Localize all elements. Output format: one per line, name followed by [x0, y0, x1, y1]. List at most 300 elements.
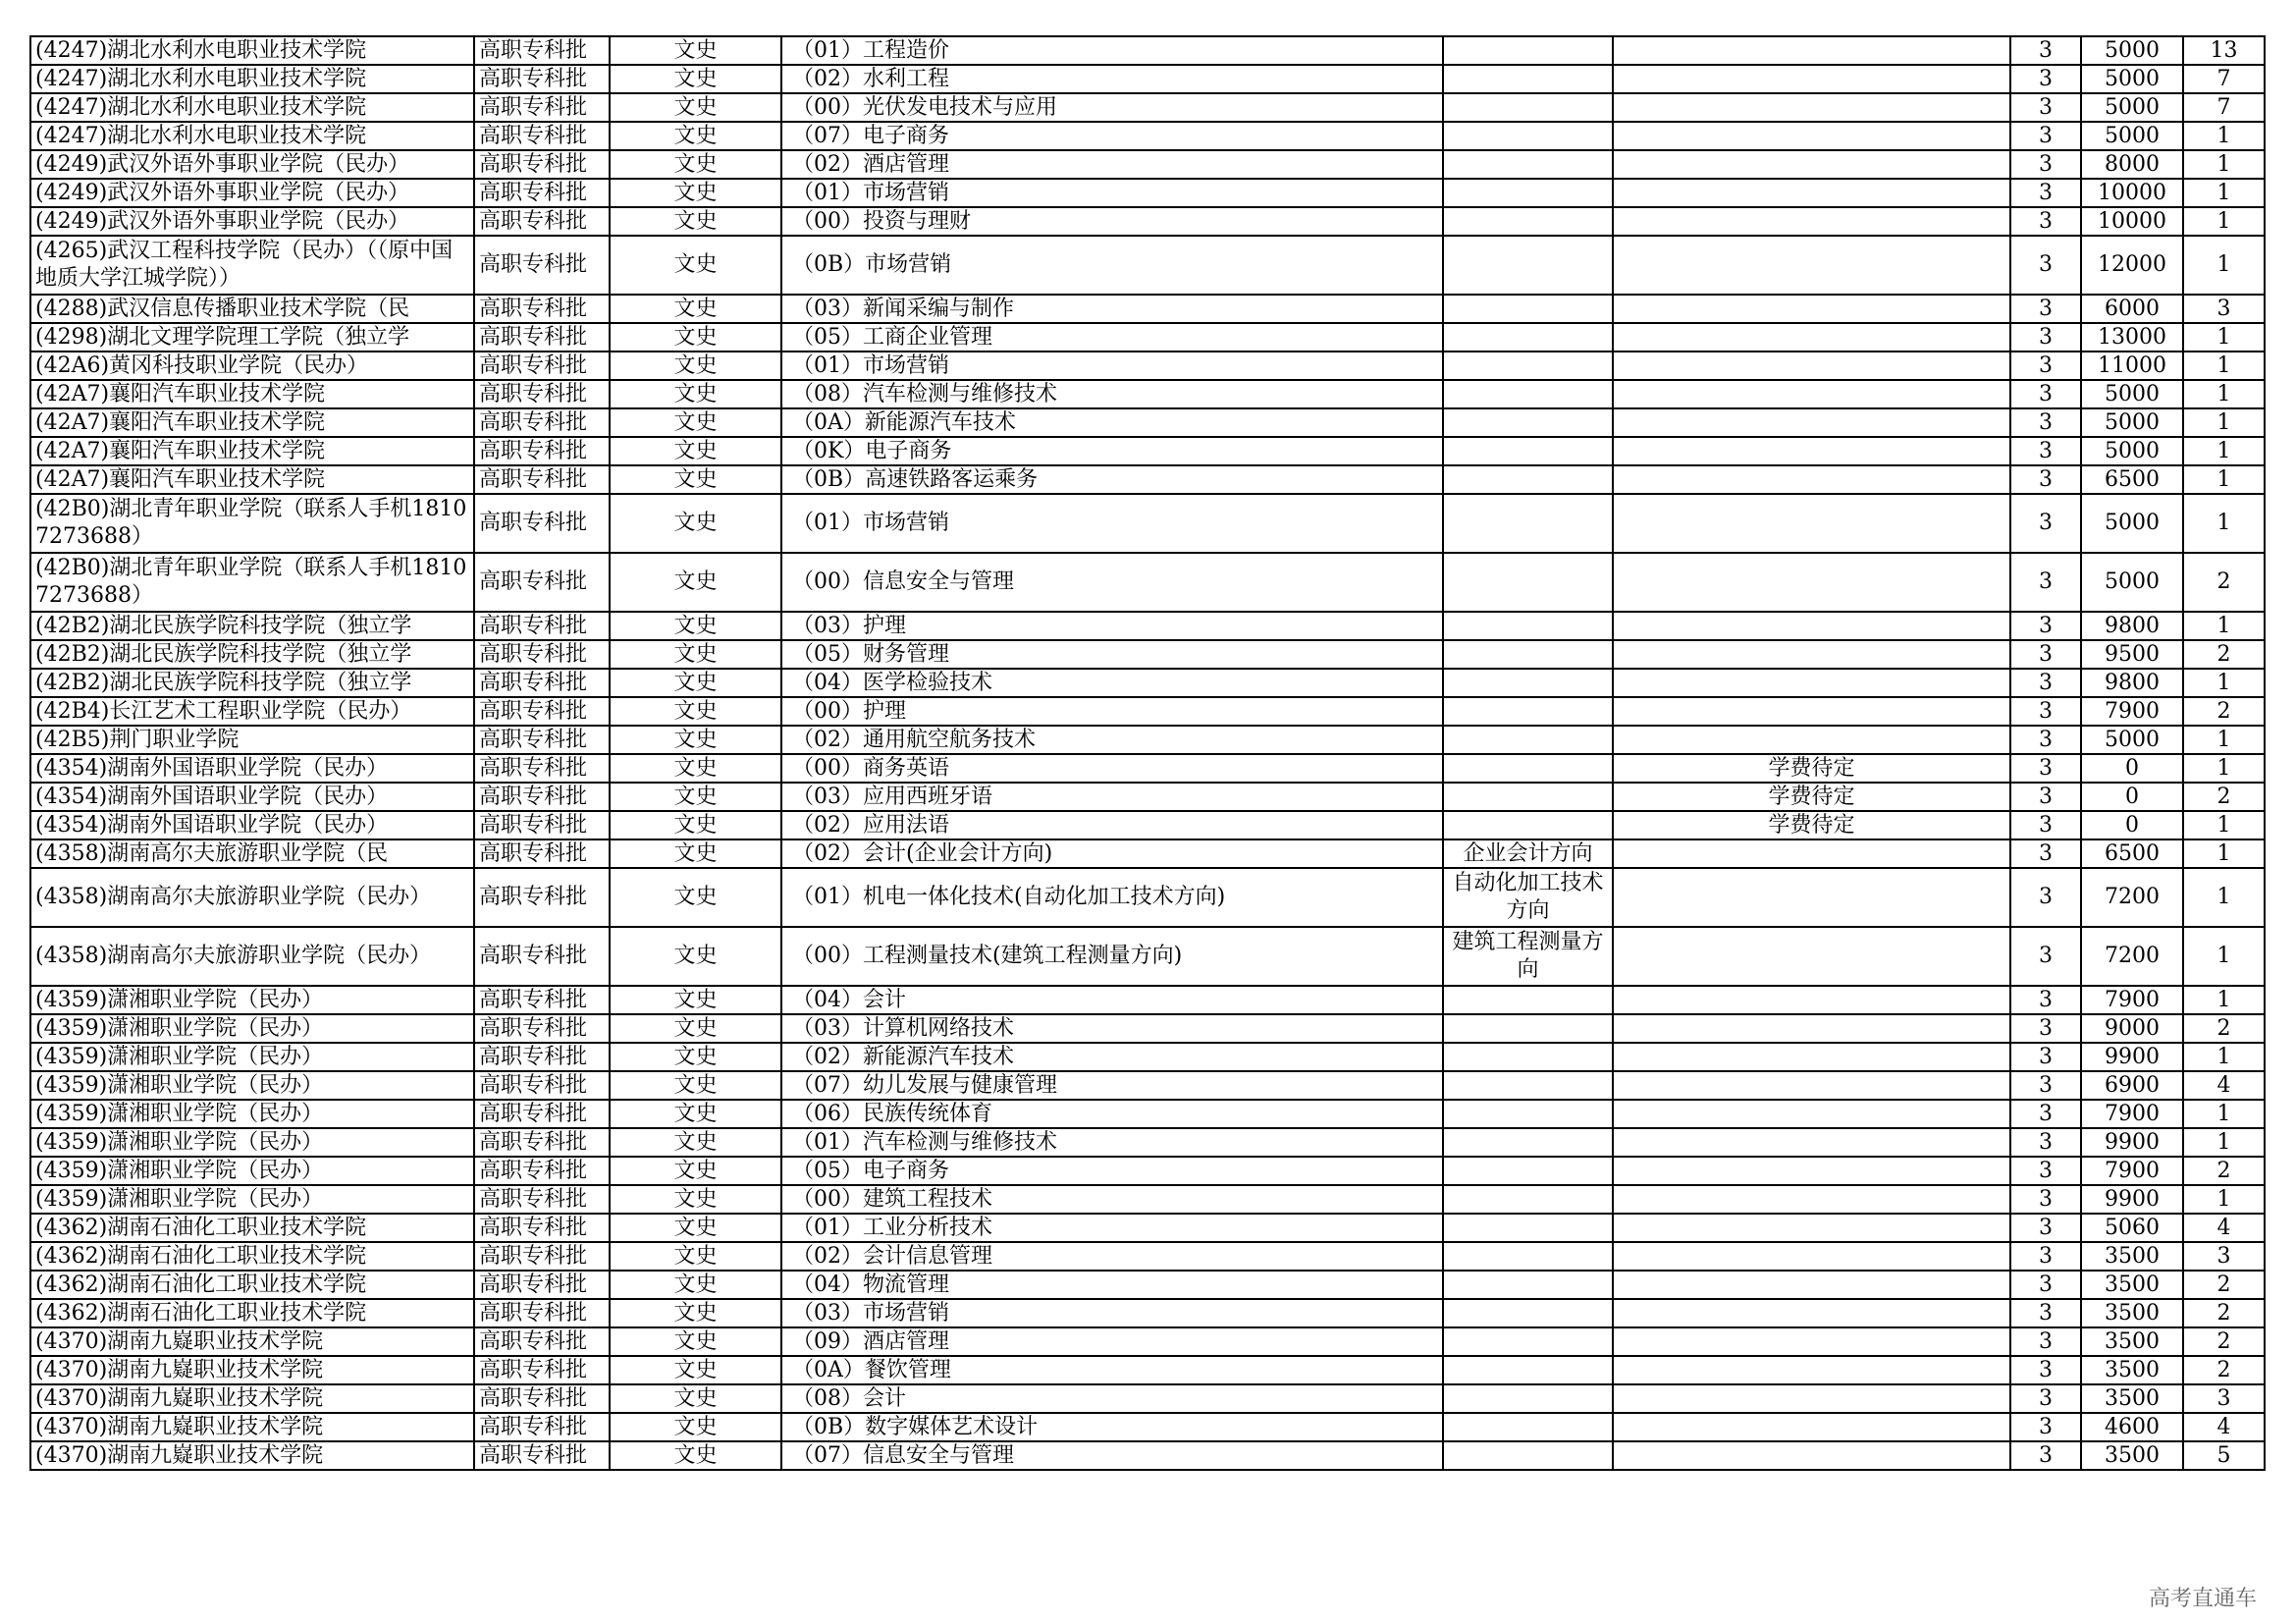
note-cell	[1613, 207, 2010, 236]
major-cell: （03）新闻采编与制作	[781, 295, 1443, 323]
batch-cell: 高职专科批	[474, 1128, 610, 1157]
years-cell: 3	[2010, 1356, 2081, 1384]
years-cell: 3	[2010, 1157, 2081, 1185]
subject-cell: 文史	[610, 1014, 781, 1043]
plan-count-cell: 1	[2183, 352, 2265, 380]
table-body	[30, 36, 2265, 1470]
tuition-fee-cell: 5000	[2081, 122, 2183, 150]
direction-cell	[1443, 1128, 1613, 1157]
school-name-cell: (42A7)襄阳汽车职业技术学院	[30, 465, 474, 494]
major-cell: （02）新能源汽车技术	[781, 1043, 1443, 1071]
batch-cell: 高职专科批	[474, 150, 610, 179]
major-cell: （01）市场营销	[781, 494, 1443, 553]
years-cell: 3	[2010, 380, 2081, 408]
years-cell: 3	[2010, 811, 2081, 839]
note-cell	[1613, 927, 2010, 986]
table-row	[30, 1271, 2265, 1299]
major-cell: （01）汽车检测与维修技术	[781, 1128, 1443, 1157]
direction-cell: 建筑工程测量方向	[1443, 927, 1613, 986]
tuition-fee-cell: 5000	[2081, 36, 2183, 65]
years-cell: 3	[2010, 1214, 2081, 1242]
batch-cell: 高职专科批	[474, 1242, 610, 1271]
direction-cell	[1443, 754, 1613, 783]
note-cell	[1613, 295, 2010, 323]
direction-cell: 企业会计方向	[1443, 839, 1613, 868]
note-cell	[1613, 1384, 2010, 1413]
batch-cell: 高职专科批	[474, 1384, 610, 1413]
school-name-cell: (4249)武汉外语外事职业学院（民办）	[30, 179, 474, 207]
tuition-fee-cell: 3500	[2081, 1384, 2183, 1413]
note-cell	[1613, 179, 2010, 207]
major-cell: （0A）餐饮管理	[781, 1356, 1443, 1384]
direction-cell	[1443, 1441, 1613, 1470]
plan-count-cell: 2	[2183, 1327, 2265, 1356]
direction-cell	[1443, 1014, 1613, 1043]
school-name-cell: (4265)武汉工程科技学院（民办）（（原中国地质大学江城学院））	[30, 236, 474, 295]
batch-cell: 高职专科批	[474, 437, 610, 465]
direction-cell	[1443, 669, 1613, 697]
school-name-cell: (4362)湖南石油化工职业技术学院	[30, 1299, 474, 1327]
plan-count-cell: 2	[2183, 640, 2265, 669]
school-name-cell: (4359)潇湘职业学院（民办）	[30, 1014, 474, 1043]
plan-count-cell: 2	[2183, 783, 2265, 811]
major-cell: （03）应用西班牙语	[781, 783, 1443, 811]
subject-cell: 文史	[610, 1185, 781, 1214]
years-cell: 3	[2010, 150, 2081, 179]
table-row	[30, 494, 2265, 553]
plan-count-cell: 4	[2183, 1413, 2265, 1441]
years-cell: 3	[2010, 1299, 2081, 1327]
plan-count-cell: 1	[2183, 1043, 2265, 1071]
school-name-cell: (4358)湖南高尔夫旅游职业学院（民	[30, 839, 474, 868]
tuition-fee-cell: 3500	[2081, 1441, 2183, 1470]
table-row	[30, 295, 2265, 323]
school-name-cell: (42B0)湖北青年职业学院（联系人手机18107273688）	[30, 553, 474, 612]
years-cell: 3	[2010, 1242, 2081, 1271]
direction-cell	[1443, 640, 1613, 669]
tuition-fee-cell: 11000	[2081, 352, 2183, 380]
school-name-cell: (4247)湖北水利水电职业技术学院	[30, 122, 474, 150]
tuition-fee-cell: 3500	[2081, 1242, 2183, 1271]
school-name-cell: (4370)湖南九嶷职业技术学院	[30, 1441, 474, 1470]
subject-cell: 文史	[610, 1384, 781, 1413]
batch-cell: 高职专科批	[474, 811, 610, 839]
batch-cell: 高职专科批	[474, 927, 610, 986]
plan-count-cell: 7	[2183, 65, 2265, 93]
table-row	[30, 1128, 2265, 1157]
tuition-fee-cell: 10000	[2081, 179, 2183, 207]
direction-cell	[1443, 612, 1613, 640]
tuition-fee-cell: 13000	[2081, 323, 2183, 352]
note-cell	[1613, 868, 2010, 927]
table-row	[30, 1384, 2265, 1413]
subject-cell: 文史	[610, 1128, 781, 1157]
major-cell: （00）工程测量技术(建筑工程测量方向)	[781, 927, 1443, 986]
major-cell: （04）会计	[781, 986, 1443, 1014]
years-cell: 3	[2010, 640, 2081, 669]
subject-cell: 文史	[610, 295, 781, 323]
direction-cell	[1443, 352, 1613, 380]
major-cell: （05）电子商务	[781, 1157, 1443, 1185]
note-cell	[1613, 669, 2010, 697]
table-row	[30, 986, 2265, 1014]
major-cell: （07）信息安全与管理	[781, 1441, 1443, 1470]
plan-count-cell: 2	[2183, 1356, 2265, 1384]
subject-cell: 文史	[610, 553, 781, 612]
tuition-fee-cell: 0	[2081, 783, 2183, 811]
subject-cell: 文史	[610, 1413, 781, 1441]
table-row	[30, 352, 2265, 380]
years-cell: 3	[2010, 494, 2081, 553]
plan-count-cell: 1	[2183, 839, 2265, 868]
batch-cell: 高职专科批	[474, 612, 610, 640]
school-name-cell: (4359)潇湘职业学院（民办）	[30, 1043, 474, 1071]
subject-cell: 文史	[610, 352, 781, 380]
years-cell: 3	[2010, 323, 2081, 352]
subject-cell: 文史	[610, 179, 781, 207]
direction-cell	[1443, 1100, 1613, 1128]
school-name-cell: (4359)潇湘职业学院（民办）	[30, 1100, 474, 1128]
tuition-fee-cell: 5000	[2081, 437, 2183, 465]
years-cell: 3	[2010, 65, 2081, 93]
school-name-cell: (4359)潇湘职业学院（民办）	[30, 1185, 474, 1214]
major-cell: （04）物流管理	[781, 1271, 1443, 1299]
subject-cell: 文史	[610, 986, 781, 1014]
major-cell: （04）医学检验技术	[781, 669, 1443, 697]
table-row	[30, 726, 2265, 754]
school-name-cell: (4358)湖南高尔夫旅游职业学院（民办）	[30, 868, 474, 927]
direction-cell	[1443, 1271, 1613, 1299]
batch-cell: 高职专科批	[474, 465, 610, 494]
tuition-fee-cell: 12000	[2081, 236, 2183, 295]
direction-cell	[1443, 1157, 1613, 1185]
note-cell	[1613, 1128, 2010, 1157]
tuition-fee-cell: 9800	[2081, 669, 2183, 697]
years-cell: 3	[2010, 465, 2081, 494]
batch-cell: 高职专科批	[474, 640, 610, 669]
school-name-cell: (4247)湖北水利水电职业技术学院	[30, 93, 474, 122]
table-row	[30, 65, 2265, 93]
direction-cell	[1443, 437, 1613, 465]
table-row	[30, 408, 2265, 437]
table-row	[30, 640, 2265, 669]
subject-cell: 文史	[610, 927, 781, 986]
batch-cell: 高职专科批	[474, 783, 610, 811]
note-cell	[1613, 839, 2010, 868]
plan-count-cell: 1	[2183, 1100, 2265, 1128]
table-row	[30, 754, 2265, 783]
subject-cell: 文史	[610, 465, 781, 494]
note-cell	[1613, 1071, 2010, 1100]
tuition-fee-cell: 5000	[2081, 380, 2183, 408]
direction-cell	[1443, 207, 1613, 236]
subject-cell: 文史	[610, 839, 781, 868]
school-name-cell: (4247)湖北水利水电职业技术学院	[30, 65, 474, 93]
table-row	[30, 553, 2265, 612]
batch-cell: 高职专科批	[474, 236, 610, 295]
watermark-text: 高考直通车	[2148, 1587, 2257, 1611]
table-row	[30, 783, 2265, 811]
subject-cell: 文史	[610, 612, 781, 640]
batch-cell: 高职专科批	[474, 1356, 610, 1384]
major-cell: （02）应用法语	[781, 811, 1443, 839]
school-name-cell: (4354)湖南外国语职业学院（民办）	[30, 811, 474, 839]
note-cell	[1613, 1185, 2010, 1214]
plan-count-cell: 1	[2183, 669, 2265, 697]
subject-cell: 文史	[610, 1299, 781, 1327]
subject-cell: 文史	[610, 783, 781, 811]
batch-cell: 高职专科批	[474, 352, 610, 380]
table-row	[30, 36, 2265, 65]
note-cell	[1613, 236, 2010, 295]
tuition-fee-cell: 3500	[2081, 1327, 2183, 1356]
years-cell: 3	[2010, 179, 2081, 207]
direction-cell: 自动化加工技术方向	[1443, 868, 1613, 927]
table-row	[30, 93, 2265, 122]
direction-cell	[1443, 1413, 1613, 1441]
years-cell: 3	[2010, 754, 2081, 783]
major-cell: （0A）新能源汽车技术	[781, 408, 1443, 437]
subject-cell: 文史	[610, 669, 781, 697]
note-cell	[1613, 1242, 2010, 1271]
subject-cell: 文史	[610, 811, 781, 839]
table-row	[30, 1014, 2265, 1043]
table-row	[30, 1413, 2265, 1441]
direction-cell	[1443, 408, 1613, 437]
years-cell: 3	[2010, 1100, 2081, 1128]
note-cell	[1613, 352, 2010, 380]
school-name-cell: (42B0)湖北青年职业学院（联系人手机18107273688）	[30, 494, 474, 553]
table-row	[30, 697, 2265, 726]
plan-count-cell: 5	[2183, 1441, 2265, 1470]
subject-cell: 文史	[610, 408, 781, 437]
batch-cell: 高职专科批	[474, 93, 610, 122]
plan-count-cell: 1	[2183, 1128, 2265, 1157]
note-cell	[1613, 494, 2010, 553]
school-name-cell: (42A7)襄阳汽车职业技术学院	[30, 437, 474, 465]
note-cell	[1613, 640, 2010, 669]
note-cell	[1613, 1100, 2010, 1128]
note-cell	[1613, 1014, 2010, 1043]
note-cell	[1613, 65, 2010, 93]
note-cell	[1613, 323, 2010, 352]
plan-count-cell: 1	[2183, 408, 2265, 437]
years-cell: 3	[2010, 986, 2081, 1014]
subject-cell: 文史	[610, 1242, 781, 1271]
plan-count-cell: 2	[2183, 697, 2265, 726]
school-name-cell: (4298)湖北文理学院理工学院（独立学	[30, 323, 474, 352]
batch-cell: 高职专科批	[474, 1185, 610, 1214]
direction-cell	[1443, 93, 1613, 122]
batch-cell: 高职专科批	[474, 1413, 610, 1441]
tuition-fee-cell: 9500	[2081, 640, 2183, 669]
tuition-fee-cell: 7900	[2081, 1100, 2183, 1128]
subject-cell: 文史	[610, 697, 781, 726]
plan-count-cell: 1	[2183, 236, 2265, 295]
tuition-fee-cell: 9000	[2081, 1014, 2183, 1043]
tuition-fee-cell: 0	[2081, 811, 2183, 839]
direction-cell	[1443, 1299, 1613, 1327]
direction-cell	[1443, 1071, 1613, 1100]
school-name-cell: (42B2)湖北民族学院科技学院（独立学	[30, 640, 474, 669]
note-cell	[1613, 612, 2010, 640]
years-cell: 3	[2010, 697, 2081, 726]
table-row	[30, 1157, 2265, 1185]
subject-cell: 文史	[610, 1356, 781, 1384]
plan-count-cell: 3	[2183, 295, 2265, 323]
batch-cell: 高职专科批	[474, 408, 610, 437]
plan-count-cell: 1	[2183, 726, 2265, 754]
subject-cell: 文史	[610, 1214, 781, 1242]
direction-cell	[1443, 811, 1613, 839]
table-row	[30, 179, 2265, 207]
subject-cell: 文史	[610, 494, 781, 553]
enrollment-plan-table	[29, 35, 2266, 1471]
table-row	[30, 323, 2265, 352]
plan-count-cell: 1	[2183, 927, 2265, 986]
direction-cell	[1443, 323, 1613, 352]
plan-count-cell: 1	[2183, 122, 2265, 150]
major-cell: （0K）电子商务	[781, 437, 1443, 465]
subject-cell: 文史	[610, 1271, 781, 1299]
years-cell: 3	[2010, 1384, 2081, 1413]
major-cell: （02）水利工程	[781, 65, 1443, 93]
years-cell: 3	[2010, 1014, 2081, 1043]
major-cell: （01）市场营销	[781, 352, 1443, 380]
major-cell: （08）会计	[781, 1384, 1443, 1413]
batch-cell: 高职专科批	[474, 697, 610, 726]
batch-cell: 高职专科批	[474, 36, 610, 65]
subject-cell: 文史	[610, 207, 781, 236]
major-cell: （01）市场营销	[781, 179, 1443, 207]
plan-count-cell: 1	[2183, 868, 2265, 927]
school-name-cell: (4354)湖南外国语职业学院（民办）	[30, 783, 474, 811]
table-row	[30, 1299, 2265, 1327]
table-row	[30, 1327, 2265, 1356]
table-row	[30, 380, 2265, 408]
table-row	[30, 122, 2265, 150]
major-cell: （06）民族传统体育	[781, 1100, 1443, 1128]
batch-cell: 高职专科批	[474, 494, 610, 553]
tuition-fee-cell: 4600	[2081, 1413, 2183, 1441]
direction-cell	[1443, 380, 1613, 408]
years-cell: 3	[2010, 122, 2081, 150]
note-cell	[1613, 697, 2010, 726]
school-name-cell: (42B5)荆门职业学院	[30, 726, 474, 754]
table-row	[30, 465, 2265, 494]
major-cell: （00）商务英语	[781, 754, 1443, 783]
tuition-fee-cell: 6500	[2081, 839, 2183, 868]
major-cell: （0B）数字媒体艺术设计	[781, 1413, 1443, 1441]
major-cell: （03）护理	[781, 612, 1443, 640]
years-cell: 3	[2010, 1413, 2081, 1441]
note-cell: 学费待定	[1613, 754, 2010, 783]
plan-count-cell: 1	[2183, 612, 2265, 640]
table-row	[30, 669, 2265, 697]
major-cell: （02）会计(企业会计方向)	[781, 839, 1443, 868]
tuition-fee-cell: 9900	[2081, 1128, 2183, 1157]
direction-cell	[1443, 65, 1613, 93]
major-cell: （05）工商企业管理	[781, 323, 1443, 352]
note-cell	[1613, 1157, 2010, 1185]
plan-count-cell: 1	[2183, 754, 2265, 783]
note-cell	[1613, 1441, 2010, 1470]
major-cell: （01）工业分析技术	[781, 1214, 1443, 1242]
direction-cell	[1443, 150, 1613, 179]
tuition-fee-cell: 7900	[2081, 1157, 2183, 1185]
major-cell: （03）市场营销	[781, 1299, 1443, 1327]
major-cell: （02）酒店管理	[781, 150, 1443, 179]
subject-cell: 文史	[610, 122, 781, 150]
note-cell: 学费待定	[1613, 783, 2010, 811]
years-cell: 3	[2010, 783, 2081, 811]
subject-cell: 文史	[610, 380, 781, 408]
batch-cell: 高职专科批	[474, 726, 610, 754]
batch-cell: 高职专科批	[474, 839, 610, 868]
major-cell: （03）计算机网络技术	[781, 1014, 1443, 1043]
years-cell: 3	[2010, 1441, 2081, 1470]
tuition-fee-cell: 5000	[2081, 726, 2183, 754]
major-cell: （02）通用航空航务技术	[781, 726, 1443, 754]
plan-count-cell: 1	[2183, 1185, 2265, 1214]
table-row	[30, 839, 2265, 868]
tuition-fee-cell: 9800	[2081, 612, 2183, 640]
major-cell: （00）建筑工程技术	[781, 1185, 1443, 1214]
note-cell	[1613, 1043, 2010, 1071]
batch-cell: 高职专科批	[474, 179, 610, 207]
table-row	[30, 236, 2265, 295]
tuition-fee-cell: 9900	[2081, 1185, 2183, 1214]
batch-cell: 高职专科批	[474, 122, 610, 150]
plan-count-cell: 4	[2183, 1071, 2265, 1100]
years-cell: 3	[2010, 927, 2081, 986]
school-name-cell: (4359)潇湘职业学院（民办）	[30, 1071, 474, 1100]
note-cell	[1613, 1413, 2010, 1441]
batch-cell: 高职专科批	[474, 1043, 610, 1071]
tuition-fee-cell: 3500	[2081, 1299, 2183, 1327]
plan-count-cell: 1	[2183, 811, 2265, 839]
major-cell: （08）汽车检测与维修技术	[781, 380, 1443, 408]
years-cell: 3	[2010, 236, 2081, 295]
subject-cell: 文史	[610, 1327, 781, 1356]
school-name-cell: (4362)湖南石油化工职业技术学院	[30, 1214, 474, 1242]
plan-count-cell: 3	[2183, 1384, 2265, 1413]
major-cell: （00）护理	[781, 697, 1443, 726]
tuition-fee-cell: 6900	[2081, 1071, 2183, 1100]
tuition-fee-cell: 5000	[2081, 408, 2183, 437]
tuition-fee-cell: 3500	[2081, 1356, 2183, 1384]
tuition-fee-cell: 5000	[2081, 553, 2183, 612]
years-cell: 3	[2010, 1128, 2081, 1157]
tuition-fee-cell: 10000	[2081, 207, 2183, 236]
tuition-fee-cell: 6000	[2081, 295, 2183, 323]
plan-count-cell: 13	[2183, 36, 2265, 65]
tuition-fee-cell: 7200	[2081, 868, 2183, 927]
years-cell: 3	[2010, 1043, 2081, 1071]
years-cell: 3	[2010, 1071, 2081, 1100]
school-name-cell: (4362)湖南石油化工职业技术学院	[30, 1271, 474, 1299]
batch-cell: 高职专科批	[474, 295, 610, 323]
plan-count-cell: 1	[2183, 494, 2265, 553]
table-row	[30, 150, 2265, 179]
note-cell	[1613, 437, 2010, 465]
note-cell	[1613, 1356, 2010, 1384]
note-cell	[1613, 1271, 2010, 1299]
note-cell	[1613, 986, 2010, 1014]
direction-cell	[1443, 1384, 1613, 1413]
batch-cell: 高职专科批	[474, 553, 610, 612]
major-cell: （01）机电一体化技术(自动化加工技术方向)	[781, 868, 1443, 927]
